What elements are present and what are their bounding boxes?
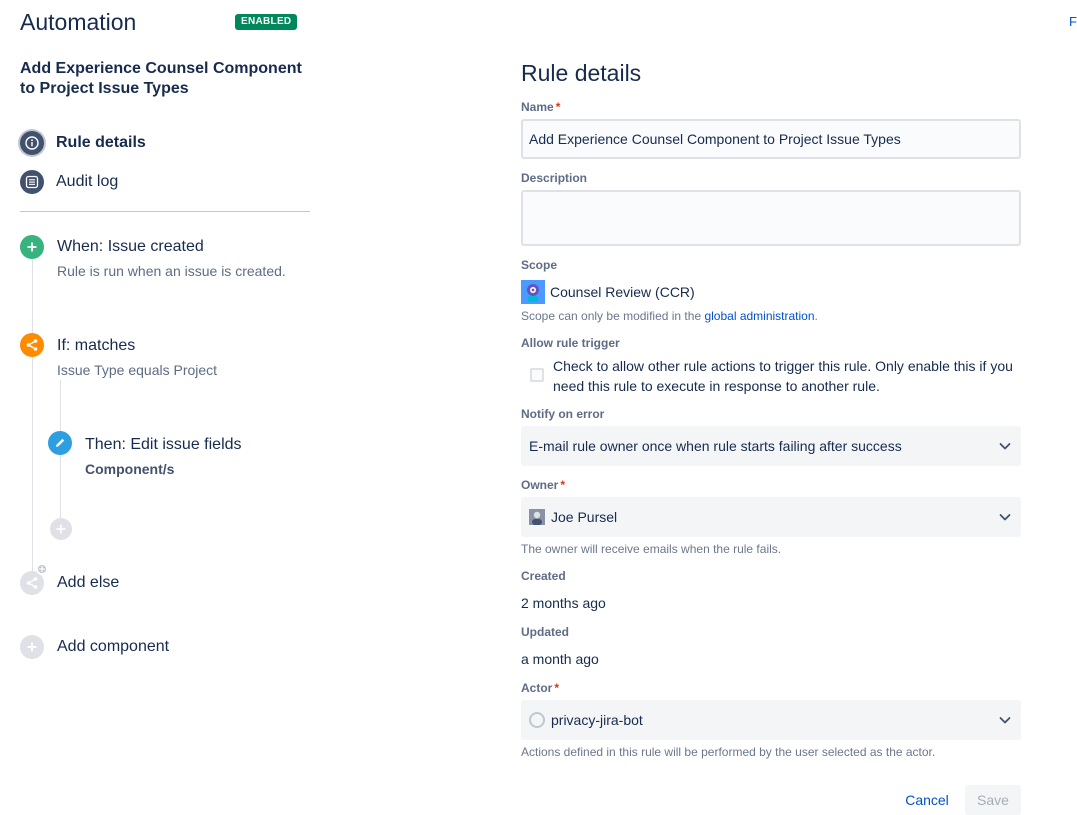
actor-helper: Actions defined in this rule will be performed by the user selected as the actor. — [521, 745, 936, 759]
updated-label: Updated — [521, 625, 569, 639]
created-label: Created — [521, 569, 566, 583]
rule-name-heading: Add Experience Counsel Component to Project Issue Types — [20, 60, 302, 97]
action-subtitle: Component/s — [85, 461, 175, 477]
scope-project-name: Counsel Review (CCR) — [550, 284, 695, 300]
cancel-button[interactable]: Cancel — [905, 792, 949, 808]
trigger-title[interactable]: When: Issue created — [57, 238, 204, 255]
actor-select[interactable] — [521, 700, 1021, 740]
owner-select[interactable] — [521, 497, 1021, 537]
project-icon — [521, 280, 545, 304]
created-value: 2 months ago — [521, 595, 606, 611]
updated-value: a month ago — [521, 651, 599, 667]
avatar — [529, 509, 545, 525]
condition-subtitle: Issue Type equals Project — [57, 362, 218, 378]
branch-icon[interactable] — [20, 333, 44, 357]
owner-label: Owner * — [521, 478, 566, 492]
actor-label: Actor * — [521, 681, 560, 695]
info-icon — [20, 131, 44, 155]
add-nested-component-button[interactable] — [50, 518, 72, 540]
list-icon — [20, 170, 44, 194]
add-else-label[interactable]: Add else — [57, 574, 120, 591]
condition-title[interactable]: If: matches — [57, 337, 136, 354]
nav-audit-log[interactable] — [20, 170, 118, 194]
section-title: Rule details — [521, 60, 642, 86]
small-plus-icon — [36, 563, 48, 575]
name-field[interactable] — [521, 119, 1021, 159]
allow-trigger-label: Allow rule trigger — [521, 336, 620, 350]
owner-helper: The owner will receive emails when the rule fails. — [521, 542, 782, 556]
action-title[interactable]: Then: Edit issue fields — [85, 436, 242, 453]
notify-value: E-mail rule owner once when rule starts failing after success — [529, 438, 902, 454]
pencil-icon[interactable] — [48, 431, 72, 455]
save-button[interactable]: Save — [965, 785, 1021, 815]
nav-rule-details[interactable] — [20, 131, 146, 155]
description-field[interactable] — [521, 190, 1021, 246]
scope-value — [521, 280, 695, 304]
actor-value: privacy-jira-bot — [551, 712, 643, 728]
allow-trigger-description[interactable]: Check to allow other rule actions to trigger this rule. Only enable this if you need this rule to execute in response to another rule. — [553, 358, 1013, 394]
owner-value: Joe Pursel — [551, 509, 618, 525]
description-label: Description — [521, 171, 588, 185]
flow-line — [32, 258, 33, 583]
chevron-down-icon — [997, 712, 1013, 728]
global-administration-link[interactable]: global administration — [704, 309, 815, 323]
chevron-down-icon — [997, 509, 1013, 525]
notify-select[interactable] — [521, 426, 1021, 466]
scope-label: Scope — [521, 258, 558, 272]
status-badge: ENABLED — [235, 14, 297, 30]
page-title: Automation — [20, 9, 137, 35]
chevron-down-icon — [997, 438, 1013, 454]
edge-link[interactable]: F — [1069, 14, 1077, 29]
add-component-icon[interactable] — [20, 635, 44, 659]
name-label: Name * — [521, 100, 561, 114]
plus-icon[interactable] — [20, 235, 44, 259]
add-component-label[interactable]: Add component — [57, 638, 170, 655]
nav-rule-details-label: Rule details — [56, 134, 146, 151]
nav-audit-log-label: Audit log — [56, 173, 119, 190]
sidebar-divider — [20, 211, 310, 212]
bot-avatar-icon — [529, 712, 545, 728]
trigger-subtitle: Rule is run when an issue is created. — [57, 263, 286, 279]
notify-label: Notify on error — [521, 407, 605, 421]
allow-trigger-checkbox[interactable] — [530, 368, 544, 382]
scope-helper: Scope can only be modified in the global administration. — [521, 309, 818, 323]
